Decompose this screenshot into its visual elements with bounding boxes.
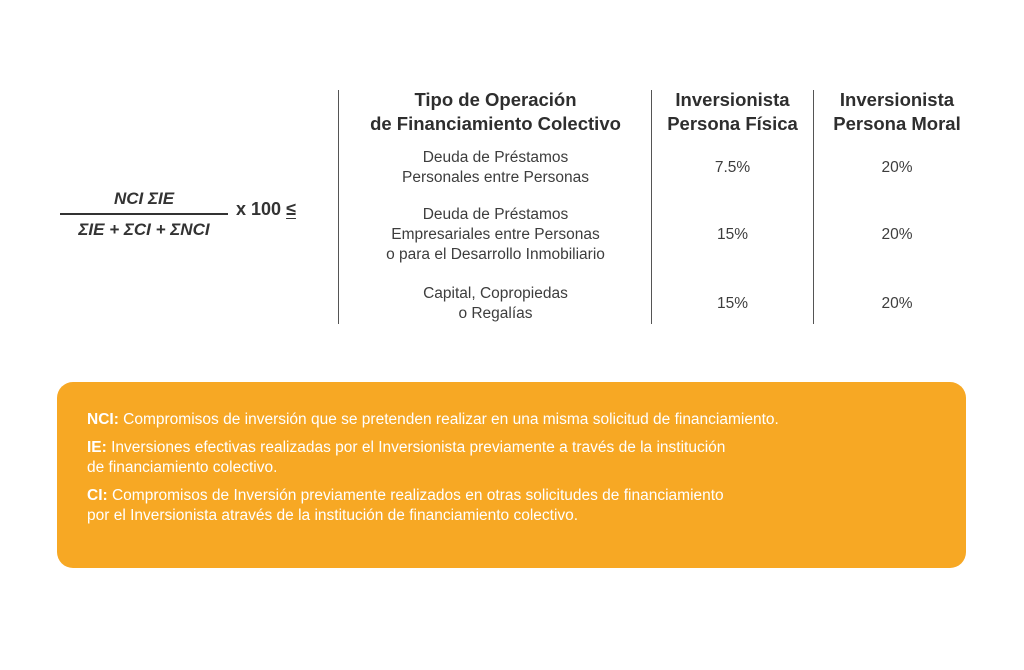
table-cell-moral: 20%: [881, 295, 913, 312]
table-row-type: Deuda de Préstamos Empresariales entre Personas o para el Desarrollo Inmobiliario: [386, 206, 605, 263]
header-operation-type: Tipo de Operación de Financiamiento Colectivo: [370, 89, 621, 134]
formula-multiplier: [236, 199, 296, 220]
comparator: ≤: [286, 199, 296, 219]
header-persona-fisica: Inversionista Persona Física: [667, 89, 798, 134]
legend-text: Compromisos de Inversión previamente realizados en otras solicitudes de financiamiento: [111, 487, 724, 504]
legend-term: IE:: [87, 439, 107, 456]
formula-denominator: ΣIE + ΣCI + ΣNCI: [78, 219, 210, 239]
table-cell-fisica: 7.5%: [714, 159, 751, 176]
legend-text: Inversiones efectivas realizadas por el Inversionista previamente a través de la institución: [111, 439, 726, 456]
table-cell-fisica: 15%: [716, 226, 749, 243]
legend-ci: [87, 486, 917, 526]
formula: [60, 188, 320, 248]
legend-text: por el Inversionista através de la institución de financiamiento colectivo.: [87, 507, 579, 524]
table-divider: [338, 90, 339, 324]
formula-numerator: NCI ΣIE: [113, 189, 175, 208]
fraction-bar: [60, 213, 228, 215]
legend-ie: [87, 438, 917, 478]
legend-box: [57, 382, 966, 568]
table-row-type: Capital, Copropiedas o Regalías: [423, 285, 568, 322]
multiplier-text: x 100: [236, 199, 282, 219]
legend-term: NCI:: [87, 411, 119, 428]
table-cell-fisica: 15%: [716, 295, 749, 312]
legend-term: CI:: [87, 487, 108, 504]
legend-text: de financiamiento colectivo.: [87, 459, 278, 476]
header-persona-moral: Inversionista Persona Moral: [833, 89, 961, 134]
table-cell-moral: 20%: [881, 226, 913, 243]
table-row-type: Deuda de Préstamos Personales entre Personas: [402, 149, 589, 186]
table-cell-moral: 20%: [881, 159, 913, 176]
legend-nci: [87, 410, 917, 430]
fraction: [60, 188, 228, 241]
legend-text: Compromisos de inversión que se pretenden realizar en una misma solicitud de financiamiento.: [123, 411, 779, 428]
